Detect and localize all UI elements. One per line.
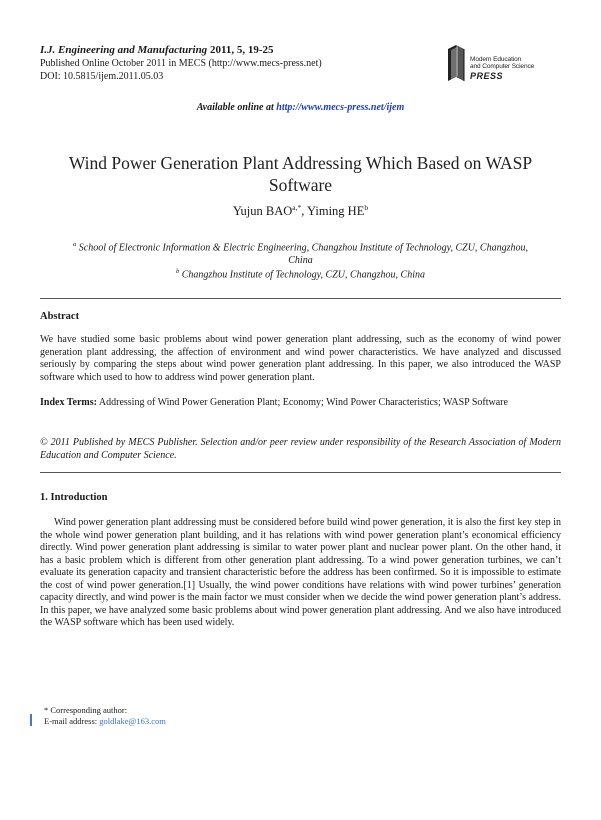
affiliation-text: Changzhou Institute of Technology, CZU, Changzhou, China xyxy=(181,269,425,281)
introduction-text: Wind power generation plant addressing must be considered before build wind power generation, it is also the first key step in the whole wind power generation plant building, and it has relations with wind power generation plant’s economical efficiency directly. Wind power generation plant addressing is similar to water power plant and nuclear power plant. On the other hand, it has a basic problem which is different from other generation plant addressing. To a wind power generation turbines, we can’t evaluate its generation capacity and transient characteristic before the address has been confirmed. So it is impossible to estimate the cost of wind power generation.[1] Usually, the wind power conditions have relations with wind power turbines’ generation capacity directly, and wind power is the main factor we must consider when we decide the wind power generation plant’s address. In this paper, we have analyzed some basic problems about wind power generation plant addressing. And we also have introduced the WASP software which has been used widely. xyxy=(40,517,561,628)
author-separator: , xyxy=(301,204,308,219)
index-terms-label: Index Terms: xyxy=(40,397,97,408)
index-terms-text: Addressing of Wind Power Generation Plant; Economy; Wind Power Characteristics; WASP Software xyxy=(98,397,508,408)
email-link[interactable]: goldlake@163.com xyxy=(99,716,166,726)
affiliation-marker: a xyxy=(73,241,77,248)
divider xyxy=(40,298,561,299)
affiliation-marker: b xyxy=(175,268,180,275)
doi-line: DOI: 10.5815/ijem.2011.05.03 xyxy=(40,71,164,82)
journal-citation xyxy=(40,44,274,57)
email-footnote xyxy=(44,716,166,727)
author-superscript: b xyxy=(364,203,369,212)
available-prefix: Available online at xyxy=(196,102,277,113)
corresponding-author-note: * Corresponding author: xyxy=(44,705,128,715)
journal-url-link[interactable]: http://www.mecs-press.net/ijem xyxy=(276,102,405,113)
book-stack-icon xyxy=(446,43,470,83)
available-online xyxy=(0,102,601,113)
author-list xyxy=(0,203,601,219)
publication-line: Published Online October 2011 in MECS (http://www.mecs-press.net) xyxy=(40,58,322,69)
author-name: Yiming HE xyxy=(307,204,365,219)
affiliation-b xyxy=(60,265,541,281)
mecs-press-logo xyxy=(446,43,556,89)
author-superscript: a,* xyxy=(292,203,302,212)
journal-name: I.J. Engineering and Manufacturing xyxy=(40,44,208,56)
copyright-notice: © 2011 Published by MECS Publisher. Selection and/or peer review under responsibility of the Research Association of Modern Education and Computer Science. xyxy=(40,437,561,461)
author-name: Yujun BAO xyxy=(232,204,293,219)
journal-volume-pages: 2011, 5, 19-25 xyxy=(209,44,274,56)
divider xyxy=(40,472,561,473)
abstract-text: We have studied some basic problems about wind power generation plant addressing, such as the economy of wind power generation plant addressing, the affection of environment and wind power characteristics. We have analyzed and discussed seriously by comparing the steps about wind power generation plant addressing. In this paper, we also introduced the WASP software which used to how to address wind power generation plant. xyxy=(40,334,561,383)
change-bar xyxy=(30,714,32,726)
logo-line-1: Modern Education xyxy=(470,56,522,63)
affiliation-text: School of Electronic Information & Electric Engineering, Changzhou Institute of Technology, CZU, Changzhou, China xyxy=(78,242,528,267)
logo-line-3: PRESS xyxy=(470,71,504,81)
paper-title: Wind Power Generation Plant Addressing Which Based on WASP Software xyxy=(68,153,533,195)
affiliation-a xyxy=(60,238,541,267)
email-label: E-mail address: xyxy=(44,716,100,726)
logo-line-2: and Computer Science xyxy=(470,63,535,70)
abstract-heading: Abstract xyxy=(40,311,80,322)
section-heading: 1. Introduction xyxy=(40,492,108,503)
index-terms xyxy=(40,397,561,410)
